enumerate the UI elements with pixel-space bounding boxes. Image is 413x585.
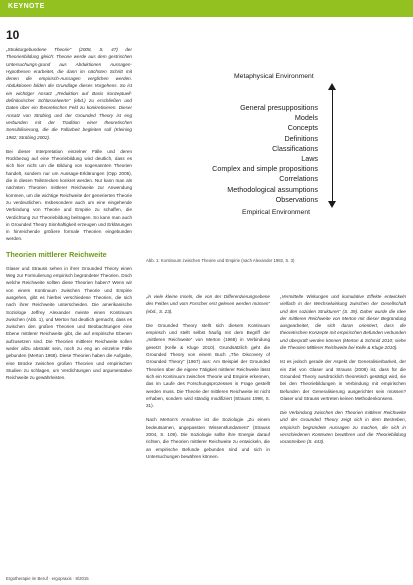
continuum-figure <box>150 65 408 280</box>
paragraph: Glaser und Strauss sehen in ihrer Grounded Theory einen Weg zur Formulierung empirisch begründeter Theorien. Doch welche Reichweite sollten diese Theorien haben? Wenn wir von einem Kontinuum zwischen Theorie und Empirie ausgehen, gibt es hierbei verschiedene Theorien, die sich nach ihrer Reichweite unterscheiden. Die amerikanische Soziologe Jeffrey Alexander meinte einen Kontinuum zwischen (Abb. 1), und Merton hat deutlich gemacht, dass es zwischen den großen Theorien und Beobachtungen eine Ebene mittlerer Reichweite gibt, die auf empirische Ebenen aufzusetzen sind. Die Theorien mittlerer Reichweite sollen weder allzu abstrakt sein, noch zu eng an einzelne Fälle gebunden (Merton 1968). Diese Theorien haben die Aufgabe, eine Brücke zwischen großen Theorien und empirischen Studien zu schlagen, um Verdichtungen und argumentative Reichweite zu gewährleisten. <box>6 265 132 381</box>
paragraph: Nach Merton's Annahme ist die Soziologie „Zu einem bedeutsamen, angepassten Wissensfundament“ (Strauss 2004, S. 109). Die Soziologie sollte ihre Energie darauf richten, die Theorien mittlerer Reichweite zu entwickeln, die an empirische Befunde gebunden sind und sich in Untersuchungen bewähren können. <box>146 417 270 459</box>
figure-item: Models <box>294 113 318 123</box>
arrow-down-icon <box>328 201 336 208</box>
continuum-line <box>332 86 333 202</box>
figure-item: Laws <box>301 154 318 164</box>
section-heading: Theorien mittlerer Reichweite <box>6 249 107 259</box>
figure-item: General presuppositions <box>240 103 318 112</box>
figure-item: Observations <box>275 194 318 204</box>
figure-item: Methodological assumptions <box>227 184 318 194</box>
figure-bottom-label: Empirical Environment <box>242 209 310 216</box>
paragraph: Bei dieser Interpretation einzelner Fälle und deren Rückbezug auf eine Theoriebildung wird deutlich, dass es sich hier nicht um die Bildung von sogenannten Theorien handelt, sondern nur um Aussage-Erklärungen (Opp 2005), die in diesen Teilstrecken konkret werden. Nur kann man als nächsten Theorien mittlerer Reichweite zur Anwendung kommen, um die wichtige Reichweite der generierten Theorie zu verdeutlichen. Insbesondere auch um eine eingehende Verbindung von Theorie und Empirie zu schaffen, die Verdichtung zur Theoriebildung beitragen. So kann man auch in Grounded Theory Sinnhaftigkeit erzeugen und Erklärungen in hinreichende größere formale Theorien eingebunden werden. <box>6 148 132 242</box>
paragraph: „Strukturgebundene Theorie“ (2008, S. 47) der Theorienbildung gleich: Theorie werde aus dem gestrischen Untersuchungs-grund aus Abduktionen Aussagen-Hypothesen erarbeitet, die dann im nächsten Schritt mit denen die empirisch-Aussagen verglichen werden. Abduktionen bilden die Grundlage dieses Vorgehens. So ist ein wichtiger Ansatz „Reduktion auf Basis konzeptuell-definitorischer Schlüsselwerte“ (ebd.) zu erschließen und Daten über ein theoretisches Feld zu konkretisieren. Dieser Ansatz von Strübing und der Grounded Theory ist eng verbunden mit der Tradition einer theoretischen Sensibilisierung, die die Fallarbeit begleiten soll (Kleining 1982; Strübing 2002). <box>6 47 132 140</box>
column-1 <box>6 46 132 558</box>
figure-item: Correlations <box>279 174 318 184</box>
paragraph: „Vermittelte Wirkungen und kumulative Effekte entwickeln vielfach in der Wechselwirkung zwischen der Gesellschaft und den sozialen Strukturen“ (S. 39). Daher wurde die Idee der mittleren Reichweite von Merton mit dieser Begründung ausgearbeitet, die sich daran orientiert, dass die theoretischen Konzepte mit empirischen Befunden verbunden und überprüft werden können (Merton & Schmid 2010; siehe die Theorien Mittlerer Reichweite bei Kelle & Kluge 2010). <box>280 294 406 351</box>
figure-items <box>212 103 318 205</box>
figure-item: Classifications <box>272 143 318 153</box>
figure-item: Concepts <box>287 123 318 133</box>
column-2 <box>146 293 270 561</box>
figure-item: Definitions <box>284 133 318 143</box>
column-3 <box>280 293 406 561</box>
figure-top-label: Metaphysical Environment <box>234 73 314 80</box>
page-footer: Ergotherapie im Beruf · ergopraxis · 8/2015 <box>6 576 89 581</box>
page-number: 10 <box>6 28 20 42</box>
paragraph: „in viele kleine Inseln, die von der Differenzierungsebene des Feldes und vom Forscher erst gelesen werden müssen“ (ebd., S. 23). <box>146 294 270 314</box>
figure-caption: Abb. 1: Kontinuum zwischen Theorie und Empirie (nach Alexander 1982, S. 3) <box>146 258 295 263</box>
paragraph: Die Verbindung zwischen den Theorien mittlerer Reichweite und der Grounded Theory zeigt sich in dem Bestreben, empirisch begründete Aussagen zu machen, die sich in verschiedenen Kontexten bewähren und die Theoriebildung vorantreiben (S. 443). <box>280 410 406 445</box>
figure-item: Complex and simple propositions <box>212 164 318 174</box>
header-bar <box>0 0 413 17</box>
paragraph: Die Grounded Theory stellt sich diesem Kontinuum empirisch und stellt selbst häufig mit dem Begriff der „mittleren Reichweite“ von Merton (1968) in Verbindung gesetzt (Kelle & Kluge 2010). Grundsätzlich geht die Grounded Theory von einem Buch „The Discovery of Grounded Theory“ (1967) aus: Am Beispiel der Grounded Theorien über die eigene Tätigkeit mittlerer Reichweite lässt sich ein Kontinuum zwischen Theorie und Empirie erkennen, das im Laufe des Forschungsprozesses in Frage gestellt werden muss. Die Theorie der mittleren Reichweite ist nicht erhaben, sondern wird ständig modifiziert (Strauss 1998, S. 31). <box>146 322 270 409</box>
header-label: KEYNOTE <box>8 3 45 10</box>
paragraph: Ist es jedoch gerade der Aspekt der Generalisierbarkeit, der ein Ziel von Glaser und Strauss (2008) ist, dass für die Grounded Theory ausdrücklich theoretisch gesättigt wird, sie bei den Theoriebildungen in Verbindung mit empirischen Befunden der Generalisierung ausgerichtet sein müssen? Glaser und Strauss vertreten keinen Methodenkonsens. <box>280 359 406 401</box>
